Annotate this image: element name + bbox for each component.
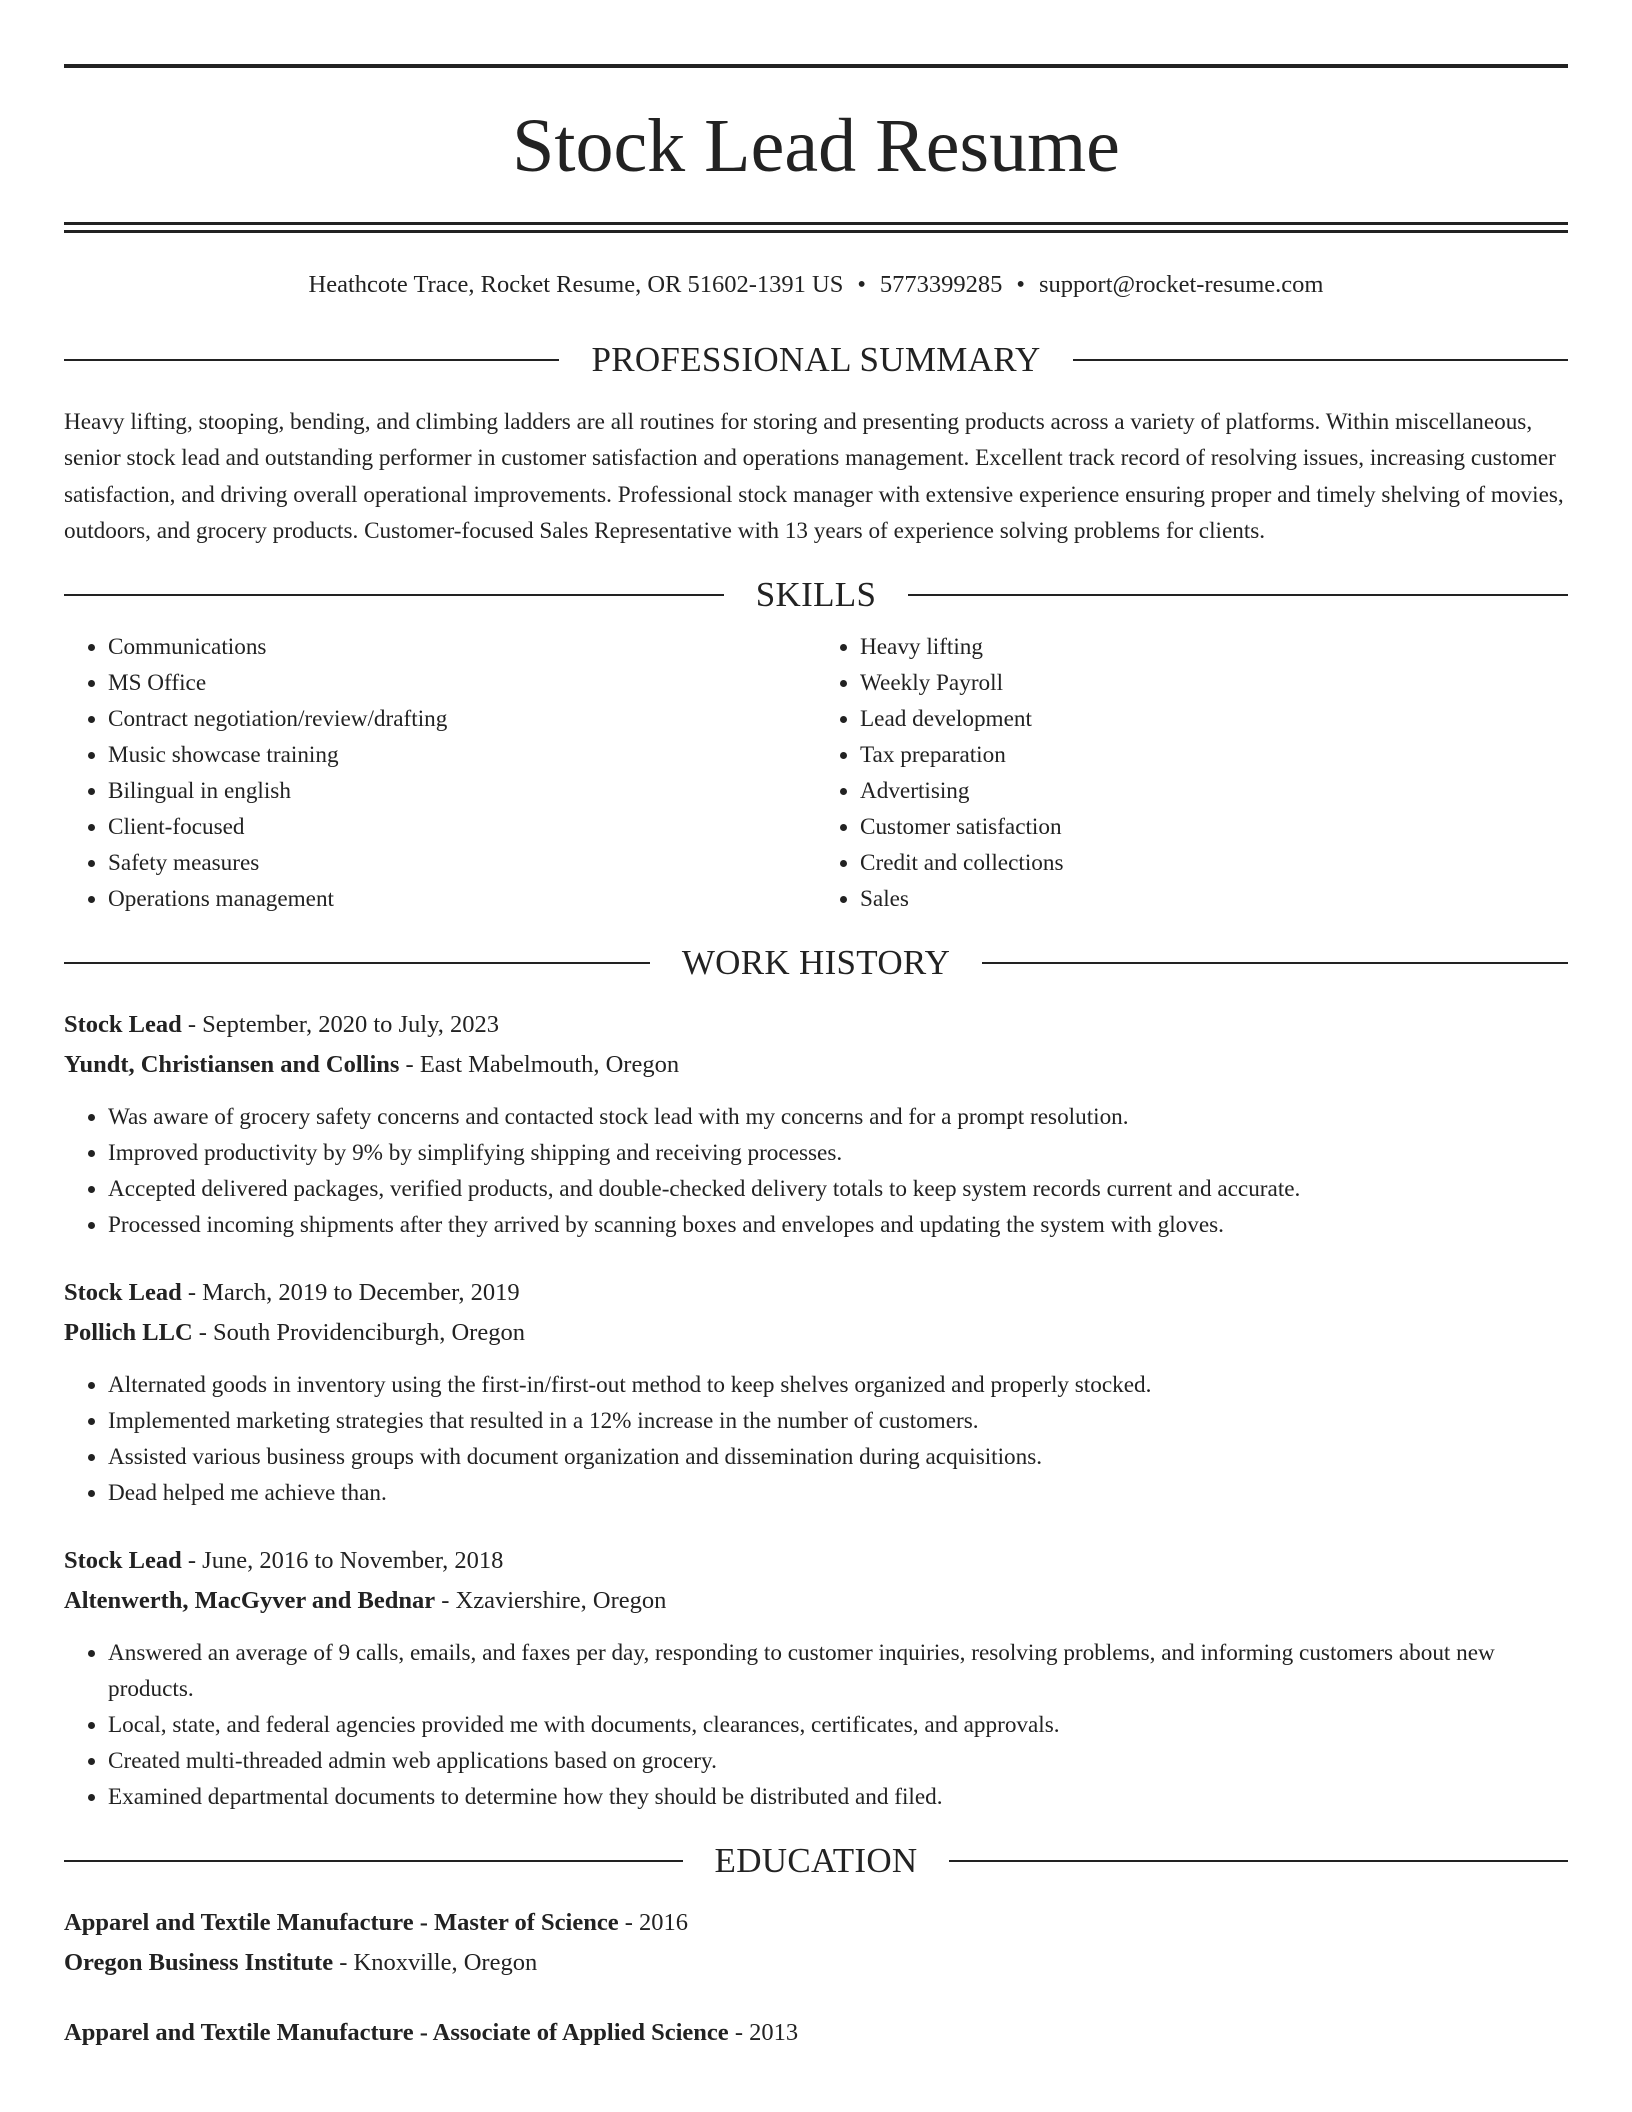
job-entry xyxy=(64,1273,1568,1511)
job-bullet: • Assisted various business groups with document organization and dissemination during acquisitions. xyxy=(108,1439,1568,1475)
contact-separator: • xyxy=(857,271,866,298)
job-title-line xyxy=(64,1273,1568,1313)
job-bullet: • Improved productivity by 9% by simplifying shipping and receiving processes. xyxy=(108,1135,1568,1171)
job-bullet: • Processed incoming shipments after they arrived by scanning boxes and envelopes and updating the system with gloves. xyxy=(108,1207,1568,1243)
job-title-line xyxy=(64,1005,1568,1045)
contact-address: Heathcote Trace, Rocket Resume, OR 51602-1391 US xyxy=(308,271,844,298)
education-degree: Apparel and Textile Manufacture - Master of Science xyxy=(64,1909,619,1937)
education-location: - Knoxville, Oregon xyxy=(339,1949,538,1977)
education-degree: Apparel and Textile Manufacture - Associate of Applied Science xyxy=(64,2019,729,2047)
contact-separator: • xyxy=(1016,271,1025,298)
skills-column-right xyxy=(816,629,1568,917)
skill-item: • Bilingual in english xyxy=(108,773,816,809)
heading-rule xyxy=(64,594,724,596)
education-school-line xyxy=(64,1943,1568,1983)
skill-item: • Operations management xyxy=(108,881,816,917)
job-bullets xyxy=(64,1367,1568,1511)
education-school: Oregon Business Institute xyxy=(64,1949,334,1977)
heading-rule xyxy=(1073,359,1568,361)
job-dates: - September, 2020 to July, 2023 xyxy=(187,1011,500,1039)
job-company-line xyxy=(64,1313,1568,1353)
job-bullets xyxy=(64,1099,1568,1243)
education-degree-line xyxy=(64,1903,1568,1943)
education-entry xyxy=(64,1903,1568,1983)
job-bullet: • Examined departmental documents to determine how they should be distributed and filed. xyxy=(108,1779,1568,1815)
skill-item: • Safety measures xyxy=(108,845,816,881)
skill-item: • Music showcase training xyxy=(108,737,816,773)
job-location: - East Mabelmouth, Oregon xyxy=(405,1051,680,1079)
contact-email: support@rocket-resume.com xyxy=(1039,271,1324,298)
education-heading xyxy=(64,1841,1568,1881)
skill-item: • Customer satisfaction xyxy=(860,809,1568,845)
job-bullet: • Accepted delivered packages, verified products, and double-checked delivery totals to keep system records current and accurate. xyxy=(108,1171,1568,1207)
summary-heading xyxy=(64,340,1568,380)
skill-item: • Advertising xyxy=(860,773,1568,809)
job-dates: - June, 2016 to November, 2018 xyxy=(187,1547,504,1575)
top-rule xyxy=(64,64,1568,68)
skill-item: • Communications xyxy=(108,629,816,665)
skills-heading xyxy=(64,575,1568,615)
job-entry xyxy=(64,1541,1568,1815)
skill-item: • Lead development xyxy=(860,701,1568,737)
education-entry xyxy=(64,2013,1568,2053)
skill-item: • Credit and collections xyxy=(860,845,1568,881)
work-heading xyxy=(64,943,1568,983)
education-year: - 2016 xyxy=(624,1909,689,1937)
heading-rule xyxy=(64,1860,683,1862)
skills-list xyxy=(64,629,1568,917)
job-title: Stock Lead xyxy=(64,1011,182,1039)
skill-item: • Weekly Payroll xyxy=(860,665,1568,701)
job-location: - South Providenciburgh, Oregon xyxy=(198,1319,525,1347)
job-company-line xyxy=(64,1045,1568,1085)
skill-item: • Sales xyxy=(860,881,1568,917)
job-bullet: • Local, state, and federal agencies provided me with documents, clearances, certificates, and approvals. xyxy=(108,1707,1568,1743)
work-heading-label: WORK HISTORY xyxy=(681,943,951,983)
summary-text: Heavy lifting, stooping, bending, and climbing ladders are all routines for storing and presenting products across a variety of platforms. Within miscellaneous, senior stock lead and outstanding performer in customer satisfaction and operations management. Excellent track record of resolving issues, increasing customer satisfaction, and driving overall operational improvements. Professional stock manager with extensive experience ensuring proper and timely shelving of movies, outdoors, and grocery products. Customer-focused Sales Representative with 13 years of experience solving problems for clients. xyxy=(64,409,1564,544)
title-double-rule xyxy=(64,222,1568,233)
job-title: Stock Lead xyxy=(64,1547,182,1575)
heading-rule xyxy=(982,962,1568,964)
job-bullets xyxy=(64,1635,1568,1815)
job-bullet: • Alternated goods in inventory using the first-in/first-out method to keep shelves organized and properly stocked. xyxy=(108,1367,1568,1403)
job-company: Altenwerth, MacGyver and Bednar xyxy=(64,1587,436,1615)
heading-rule xyxy=(64,359,559,361)
skill-item: • MS Office xyxy=(108,665,816,701)
job-bullet: • Was aware of grocery safety concerns and contacted stock lead with my concerns and for a prompt resolution. xyxy=(108,1099,1568,1135)
heading-rule xyxy=(908,594,1568,596)
job-company: Yundt, Christiansen and Collins xyxy=(64,1051,400,1079)
skills-column-left xyxy=(64,629,816,917)
job-company-line xyxy=(64,1581,1568,1621)
summary-heading-label: PROFESSIONAL SUMMARY xyxy=(591,340,1041,379)
heading-rule xyxy=(64,962,650,964)
page-title: Stock Lead Resume xyxy=(512,104,1120,188)
skills-heading-label: SKILLS xyxy=(755,575,877,615)
job-bullet: • Created multi-threaded admin web applications based on grocery. xyxy=(108,1743,1568,1779)
resume-page xyxy=(64,64,1568,2083)
job-location: - Xzaviershire, Oregon xyxy=(441,1587,667,1615)
job-bullet: • Answered an average of 9 calls, emails, and faxes per day, responding to customer inquiries, resolving problems, and informing customers about new products. xyxy=(108,1635,1568,1707)
heading-rule xyxy=(949,1860,1568,1862)
skill-item: • Heavy lifting xyxy=(860,629,1568,665)
job-title-line xyxy=(64,1541,1568,1581)
education-heading-label: EDUCATION xyxy=(714,1841,918,1881)
education-year: - 2013 xyxy=(734,2019,799,2047)
job-bullet: • Dead helped me achieve than. xyxy=(108,1475,1568,1511)
skill-item: • Client-focused xyxy=(108,809,816,845)
job-entry xyxy=(64,1005,1568,1243)
job-dates: - March, 2019 to December, 2019 xyxy=(187,1279,520,1307)
skill-item: • Contract negotiation/review/drafting xyxy=(108,701,816,737)
contact-line xyxy=(64,270,1568,300)
job-company: Pollich LLC xyxy=(64,1319,193,1347)
contact-phone: 5773399285 xyxy=(879,271,1003,298)
education-degree-line xyxy=(64,2013,1568,2053)
skill-item: • Tax preparation xyxy=(860,737,1568,773)
job-bullet: • Implemented marketing strategies that resulted in a 12% increase in the number of customers. xyxy=(108,1403,1568,1439)
job-title: Stock Lead xyxy=(64,1279,182,1307)
